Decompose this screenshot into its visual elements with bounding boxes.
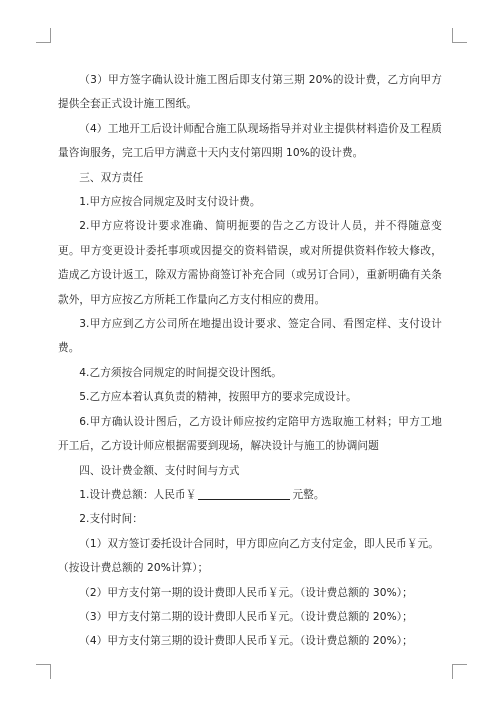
paragraph-phase4-payment: （4）工地开工后设计师配合施工队现场指导并对业主提供材料造价及工程质量咨询服务，完工后甲方满意十天内支付第四期 10%的设计费。: [58, 122, 442, 160]
clause-5: 5.乙方应本着认真负责的精神，按照甲方的要求完成设计。: [79, 391, 357, 404]
crop-mark-top-right: [452, 28, 467, 43]
payment-3: （3）甲方支付第二期的设计费即人民币￥元。（设计费总额的 20%）；: [79, 610, 413, 623]
crop-mark-top-left: [36, 28, 51, 43]
fee-total-suffix: 元整。: [292, 488, 325, 501]
payment-2: （2）甲方支付第一期的设计费即人民币￥元。（设计费总额的 30%）；: [79, 586, 413, 599]
clause-1: 1.甲方应按合同规定及时支付设计费。: [79, 196, 261, 209]
document-body: [58, 68, 442, 654]
section-heading-fees: 四、设计费金额、支付时间与方式: [79, 464, 240, 477]
clause-3: 3.甲方应到乙方公司所在地提出设计要求、签定合同、看图定样、支付设计费。: [58, 318, 442, 355]
paragraph-phase3-payment: （3）甲方签字确认设计施工图后即支付第三期 20%的设计费，乙方向甲方提供全套正式设计施工图纸。: [58, 74, 442, 111]
section-heading-responsibilities: 三、双方责任: [79, 171, 144, 184]
fee-total-line: [58, 483, 442, 507]
clause-6: 6.甲方确认设计图后，乙方设计师应按约定陪甲方选取施工材料；甲方工地开工后，乙方设计师应根据需要到现场，解决设计与施工的协调问题: [58, 415, 442, 453]
crop-mark-bottom-right: [452, 664, 467, 679]
crop-mark-bottom-left: [36, 664, 51, 679]
fee-total-prefix: 1.设计费总额：人民币￥: [79, 488, 197, 501]
fee-amount-blank: [198, 487, 290, 500]
payment-4: （4）甲方支付第三期的设计费即人民币￥元。（设计费总额的 20%）；: [79, 635, 413, 648]
payment-1-note: （按设计费总额的 20%计算）；: [58, 562, 209, 575]
payment-time-heading: 2.支付时间：: [79, 513, 143, 526]
payment-1: （1）双方签订委托设计合同时，甲方即应向乙方支付定金，即人民币￥元。: [79, 537, 439, 550]
clause-4: 4.乙方须按合同规定的时间提交设计图纸。: [79, 366, 282, 379]
clause-2: 2.甲方应将设计要求准确、简明扼要的告之乙方设计人员，并不得随意变更。甲方变更设计委托事项或因提交的资料错误，或对所提供资料作较大修改，造成乙方设计返工，除双方需协商签订补充合同（或另订合同），重新明确有关条款外，甲方应按乙方所耗工作量向乙方支付相应的费用。: [58, 220, 442, 306]
